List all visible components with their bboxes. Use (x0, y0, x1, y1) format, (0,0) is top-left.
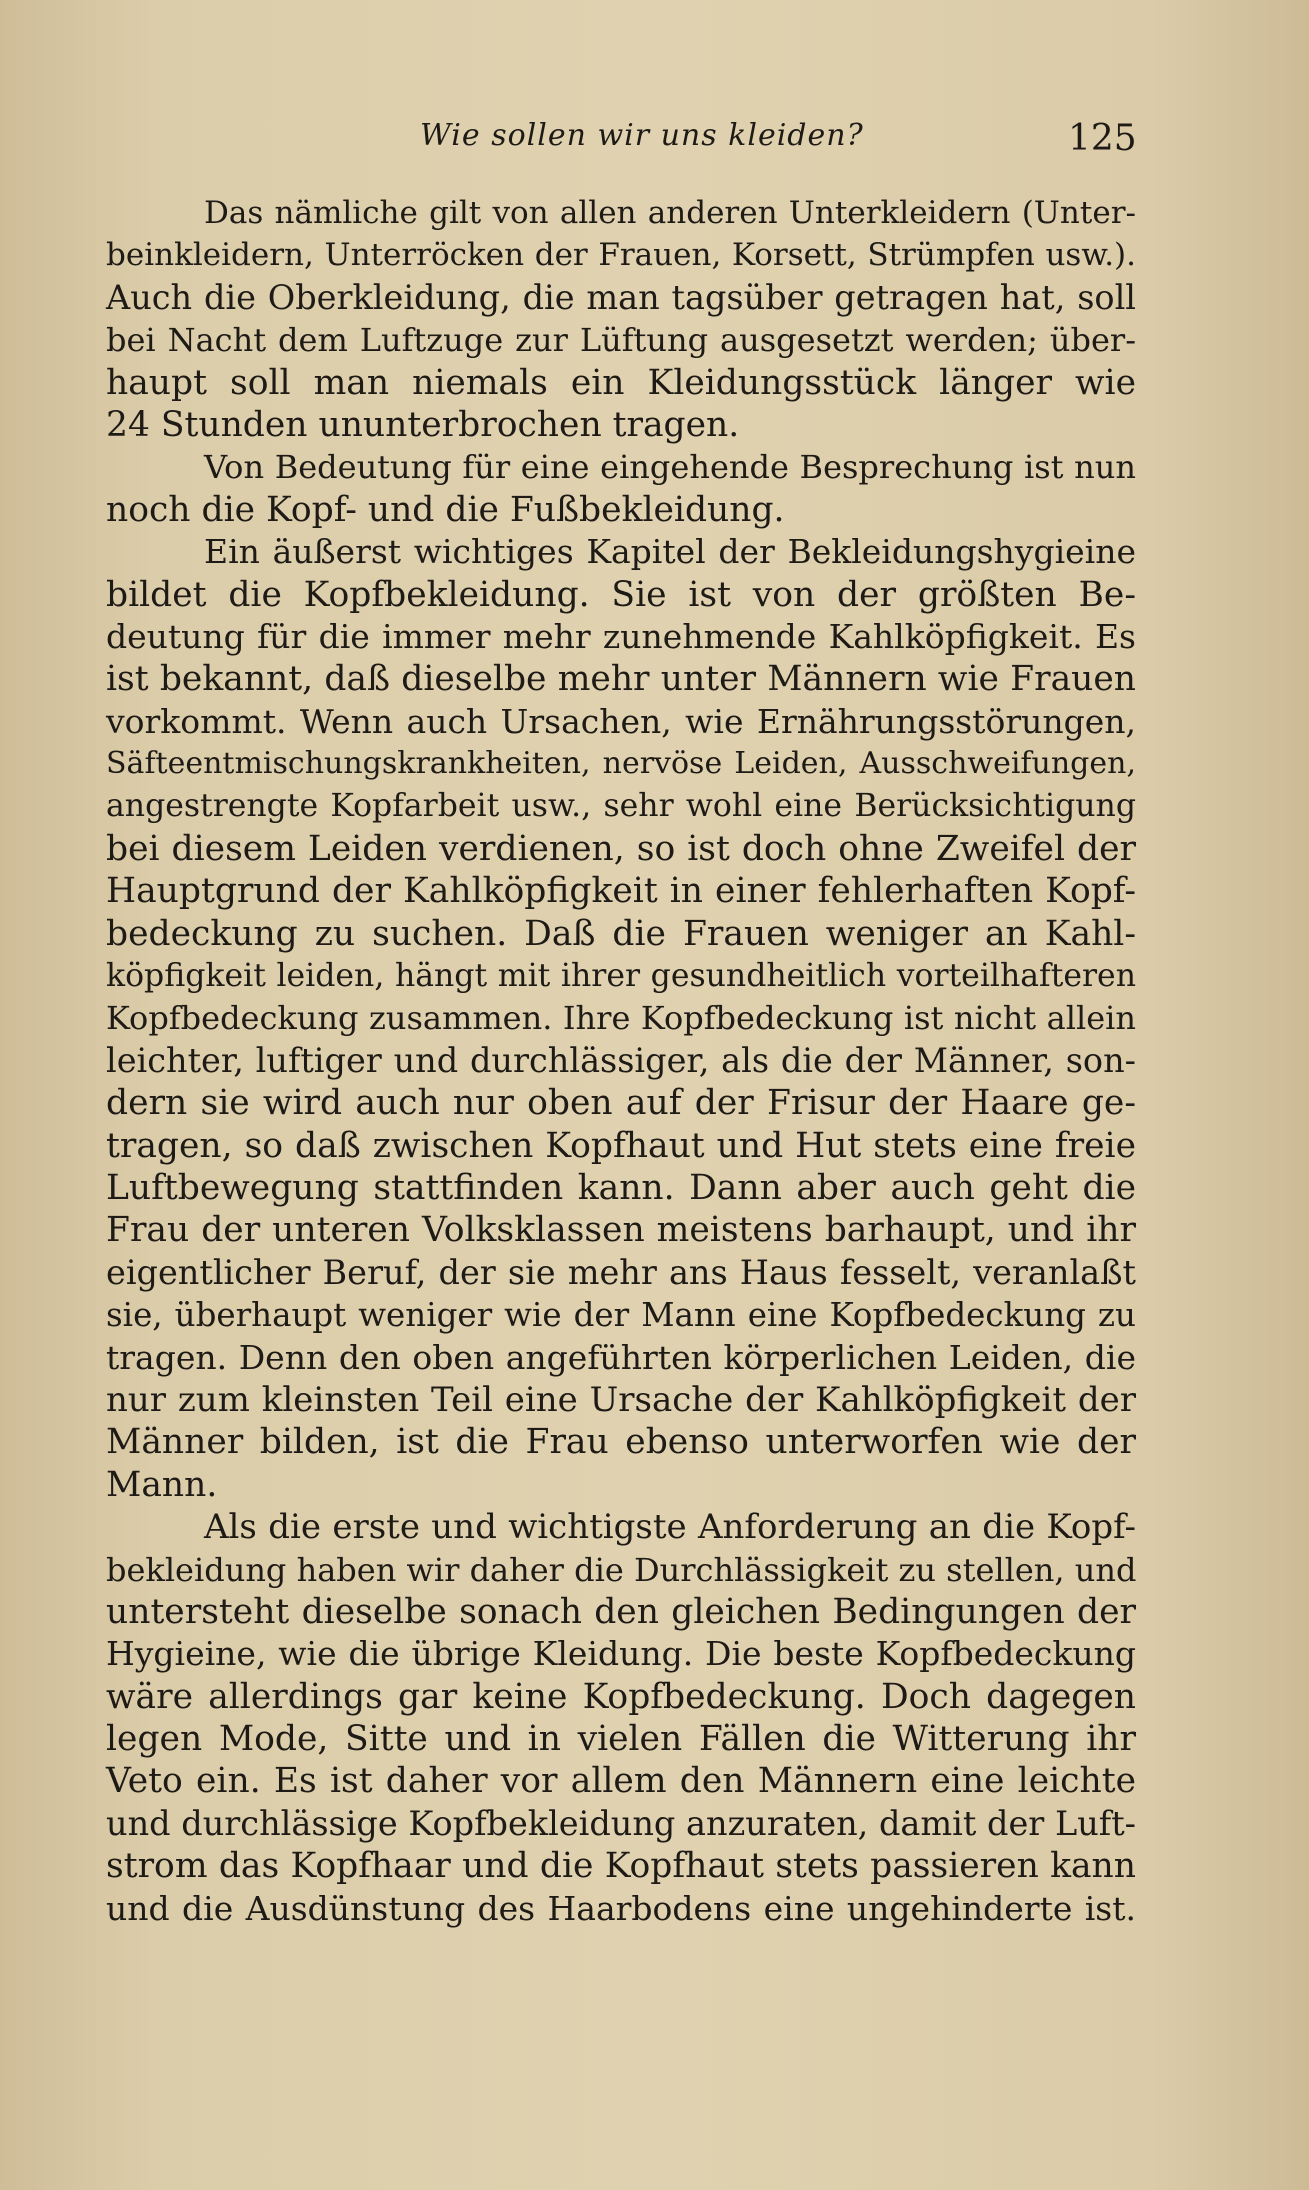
text-line: köpfigkeit leiden, hängt mit ihrer gesundheitlich vorteilhafteren (106, 958, 1136, 995)
text-line: Männer bilden, ist die Frau ebenso unterworfen wie der (106, 1422, 1136, 1463)
text-line: und die Ausdünstung des Haarbodens eine ungehinderte ist. (106, 1888, 1136, 1928)
text-line: eigentlicher Beruf, der sie mehr ans Haus fesselt, veranlaßt (106, 1252, 1136, 1292)
text-line: bedeckung zu suchen. Daß die Frauen weniger an Kahl- (106, 913, 1136, 954)
text-line: Auch die Oberkleidung, die man tagsüber getragen hat, soll (106, 277, 1136, 317)
text-line: Säfteentmischungskrankheiten, nervöse Leiden, Ausschweifungen, (106, 746, 1136, 782)
text-line: Kopfbedeckung zusammen. Ihre Kopfbedeckung ist nicht allein (106, 999, 1136, 1038)
text-line: leichter, luftiger und durchlässiger, als die der Männer, son- (106, 1040, 1136, 1080)
text-line: haupt soll man niemals ein Kleidungsstück länger wie (106, 362, 1136, 403)
text-line: Mann. (106, 1464, 218, 1505)
text-line: noch die Kopf- und die Fußbekleidung. (106, 489, 785, 530)
text-line: wäre allerdings gar keine Kopfbedeckung. Doch dagegen (106, 1676, 1136, 1717)
text-line: Hygieine, wie die übrige Kleidung. Die beste Kopfbedeckung (106, 1634, 1136, 1674)
text-line: vorkommt. Wenn auch Ursachen, wie Ernährungsstörungen, (106, 701, 1136, 741)
text-line: bildet die Kopfbekleidung. Sie ist von der größten Be- (106, 574, 1136, 615)
page-number: 125 (1068, 118, 1137, 159)
text-line: tragen. Denn den oben angeführten körperlichen Leiden, die (106, 1337, 1136, 1377)
text-line: nur zum kleinsten Teil eine Ursache der Kahlköpfigkeit der (106, 1379, 1136, 1420)
text-line: und durchlässige Kopfbekleidung anzuraten, damit der Luft- (106, 1803, 1136, 1843)
text-line: bei Nacht dem Luftzuge zur Lüftung ausgesetzt werden; über- (106, 321, 1136, 360)
text-line: Von Bedeutung für eine eingehende Besprechung ist nun (204, 448, 1136, 487)
text-line: Luftbewegung stattfinden kann. Dann aber auch geht die (106, 1167, 1136, 1208)
text-line: dern sie wird auch nur oben auf der Frisur der Haare ge- (106, 1083, 1136, 1124)
text-line: strom das Kopfhaar und die Kopfhaut stets passieren kann (106, 1846, 1136, 1887)
text-line: legen Mode, Sitte und in vielen Fällen die Witterung ihr (106, 1719, 1136, 1760)
text-line: Das nämliche gilt von allen anderen Unterkleidern (Unter- (204, 195, 1136, 231)
text-line: deutung für die immer mehr zunehmende Kahlköpfigkeit. Es (106, 616, 1136, 656)
text-line: Als die erste und wichtigste Anforderung an die Kopf- (204, 1507, 1136, 1548)
text-line: Frau der unteren Volksklassen meistens barhaupt, und ihr (106, 1210, 1136, 1251)
text-line: Hauptgrund der Kahlköpfigkeit in einer fehlerhaften Kopf- (106, 871, 1136, 912)
running-title: Wie sollen wir uns kleiden? (420, 118, 864, 153)
text-line: tragen, so daß zwischen Kopfhaut und Hut stets eine freie (106, 1125, 1136, 1166)
text-line: sie, überhaupt weniger wie der Mann eine Kopfbedeckung zu (106, 1296, 1136, 1335)
text-line: beinkleidern, Unterröcken der Frauen, Korsett, Strümpfen usw.). (106, 237, 1136, 274)
text-line: bekleidung haben wir daher die Durchlässigkeit zu stellen, und (106, 1550, 1137, 1589)
text-line: untersteht dieselbe sonach den gleichen Bedingungen der (106, 1591, 1136, 1632)
text-line: ist bekannt, daß dieselbe mehr unter Männern wie Frauen (106, 659, 1136, 700)
text-line: angestrengte Kopfarbeit usw., sehr wohl eine Berücksichtigung (106, 788, 1136, 825)
body-text (106, 192, 1136, 1930)
text-line: Ein äußerst wichtiges Kapitel der Bekleidungshygieine (204, 532, 1136, 572)
text-line: Veto ein. Es ist daher vor allem den Männern eine leichte (106, 1761, 1136, 1802)
text-line: 24 Stunden ununterbrochen tragen. (106, 404, 740, 445)
text-line: bei diesem Leiden verdienen, so ist doch ohne Zweifel der (106, 828, 1136, 869)
